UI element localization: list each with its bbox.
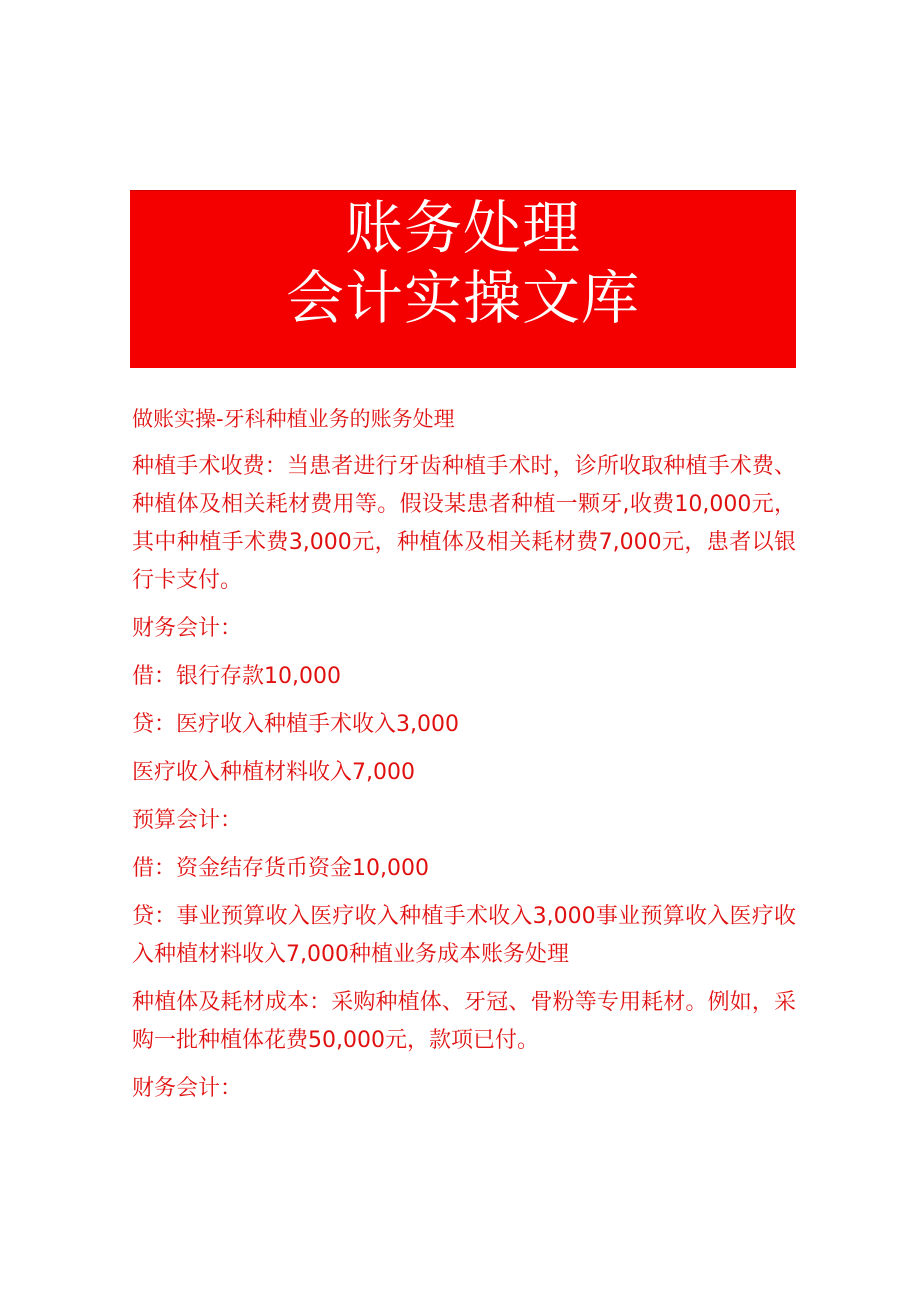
paragraph-implant-cost: 种植体及耗材成本：采购种植体、牙冠、骨粉等专用耗材。例如，采购一批种植体花费50,000元，款项已付。 xyxy=(132,990,796,1053)
entry-credit-budget-income: 贷：事业预算收入医疗收入种植手术收入3,000事业预算收入医疗收入种植材料收入7,000种植业务成本账务处理 xyxy=(132,904,796,967)
entry-debit-bank: 借：银行存款10,000 xyxy=(132,664,341,689)
article-body xyxy=(132,400,796,1118)
article-title: 做账实操-牙科种植业务的账务处理 xyxy=(132,407,455,431)
title-banner xyxy=(130,190,796,368)
paragraph-surgery-fee: 种植手术收费：当患者进行牙齿种植手术时，诊所收取种植手术费、种植体及相关耗材费用等。假设某患者种植一颗牙,收费10,000元，其中种植手术费3,000元，种植体及相关耗材费7,000元，患者以银行卡支付。 xyxy=(132,454,796,593)
heading-financial-accounting-2: 财务会计： xyxy=(132,1076,243,1101)
entry-credit-material-income: 医疗收入种植材料收入7,000 xyxy=(132,760,415,785)
heading-financial-accounting: 财务会计： xyxy=(132,616,243,641)
entry-credit-surgery-income: 贷：医疗收入种植手术收入3,000 xyxy=(132,712,459,737)
banner-title-line-1: 账务处理 xyxy=(344,194,581,262)
heading-budget-accounting: 预算会计： xyxy=(132,808,243,833)
banner-title-line-2: 会计实操文库 xyxy=(285,264,640,332)
entry-debit-fund-balance: 借：资金结存货币资金10,000 xyxy=(132,856,429,881)
